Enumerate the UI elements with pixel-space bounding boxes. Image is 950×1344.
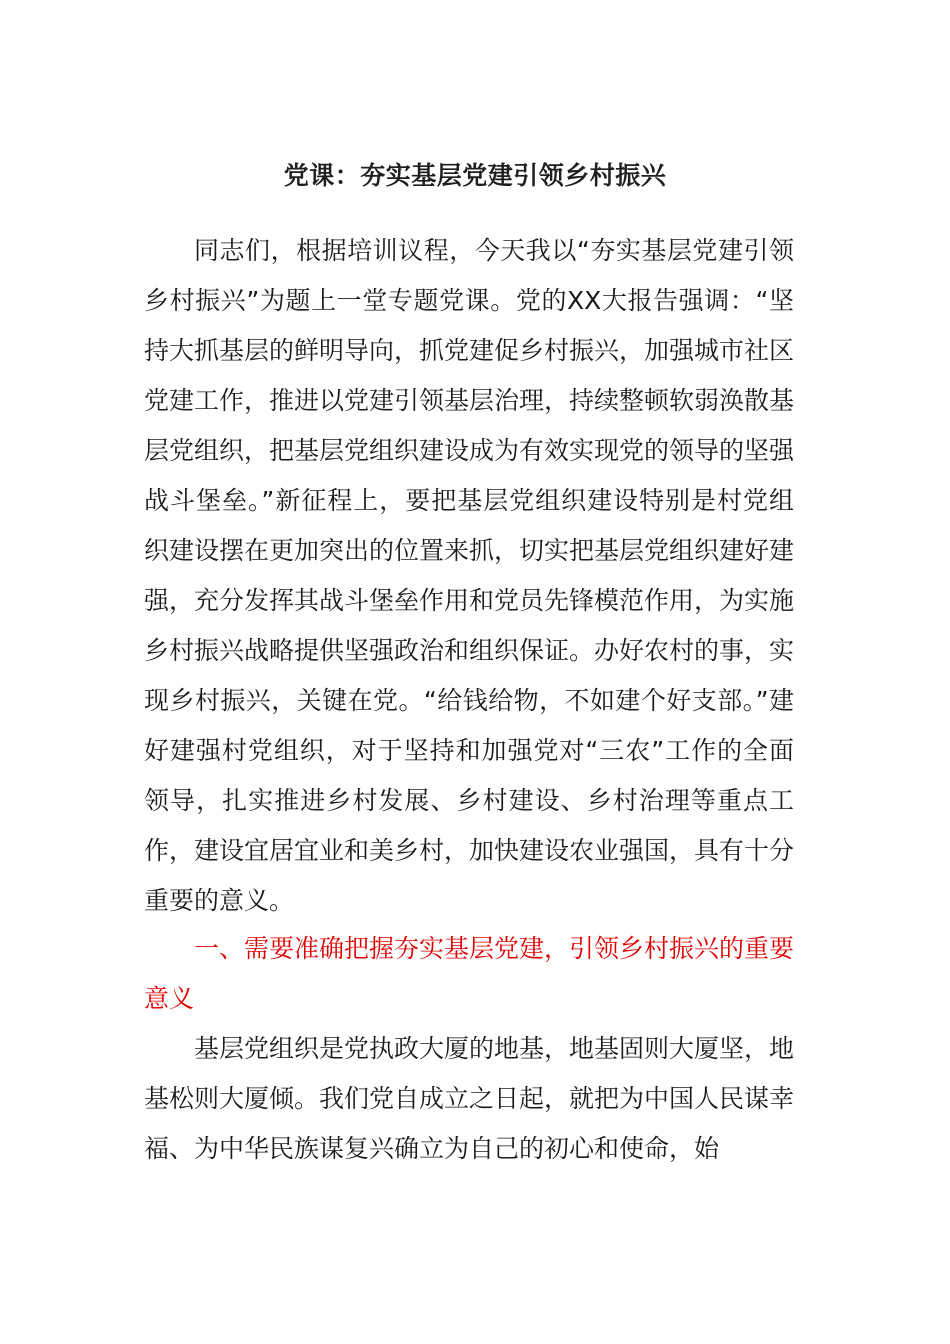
body-paragraph-intro: 同志们，根据培训议程，今天我以“夯实基层党建引领乡村振兴”为题上一堂专题党课。党的XX大报告强调：“坚持大抓基层的鲜明导向，抓党建促乡村振兴，加强城市社区党建工作，推进以党建引领基层治理，持续整顿软弱涣散基层党组织，把基层党组织建设成为有效实现党的领导的坚强战斗堡垒。”新征程上，要把基层党组织建设特别是村党组织建设摆在更加突出的位置来抓，切实把基层党组织建好建强，充分发挥其战斗堡垒作用和党员先锋模范作用，为实施乡村振兴战略提供坚强政治和组织保证。办好农村的事，实现乡村振兴，关键在党。“给钱给物，不如建个好支部。”建好建强村党组织，对于坚持和加强党对“三农”工作的全面领导，扎实推进乡村发展、乡村建设、乡村治理等重点工作，建设宜居宜业和美乡村，加快建设农业强国，具有十分重要的意义。 <box>144 236 795 915</box>
body-paragraph-section-1: 基层党组织是党执政大厦的地基，地基固则大厦坚，地基松则大厦倾。我们党自成立之日起，就把为中国人民谋幸福、为中华民族谋复兴确立为自己的初心和使命，始 <box>144 1034 795 1163</box>
section-heading-1: 一、需要准确把握夯实基层党建，引领乡村振兴的重要意义 <box>144 934 795 1013</box>
document-title: 党课：夯实基层党建引领乡村振兴 <box>283 161 667 190</box>
